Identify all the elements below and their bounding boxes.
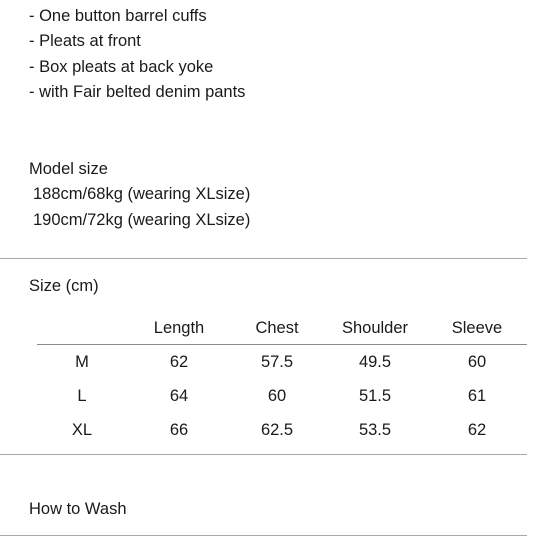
table-row	[37, 413, 527, 447]
table-cell: 61	[467, 386, 487, 405]
size-table-header-row	[37, 312, 527, 345]
size-label-cell: L	[77, 386, 87, 405]
feature-item: - One button barrel cuffs	[29, 7, 207, 25]
size-chart-heading: Size (cm)	[29, 277, 99, 295]
column-header-size	[37, 312, 127, 345]
section-divider	[0, 454, 527, 455]
table-cell: 60	[267, 386, 287, 405]
table-cell: 60	[467, 352, 487, 371]
table-cell: 62.5	[260, 420, 294, 439]
column-header-length: Length	[153, 319, 205, 337]
feature-item: - Pleats at front	[29, 32, 141, 50]
table-cell: 49.5	[358, 352, 392, 371]
how-to-wash-heading: How to Wash	[29, 500, 127, 518]
column-header-chest: Chest	[255, 319, 299, 337]
feature-item: - Box pleats at back yoke	[29, 58, 214, 76]
section-divider	[0, 535, 527, 536]
section-divider	[0, 258, 527, 259]
table-cell: 62	[467, 420, 487, 439]
table-cell: 53.5	[358, 420, 392, 439]
size-label-cell: XL	[71, 420, 93, 439]
feature-item: - with Fair belted denim pants	[29, 83, 246, 101]
model-size-line: 190cm/72kg (wearing XLsize)	[33, 211, 251, 229]
model-size-heading: Model size	[29, 160, 108, 178]
table-row	[37, 379, 527, 413]
column-header-shoulder: Shoulder	[341, 319, 409, 337]
table-cell: 57.5	[260, 352, 294, 371]
table-cell: 62	[169, 352, 189, 371]
table-header-divider	[37, 344, 527, 345]
table-cell: 66	[169, 420, 189, 439]
column-header-sleeve: Sleeve	[451, 319, 503, 337]
table-cell: 64	[169, 386, 189, 405]
model-size-line: 188cm/68kg (wearing XLsize)	[33, 185, 251, 203]
table-row	[37, 345, 527, 379]
table-cell: 51.5	[358, 386, 392, 405]
size-table	[37, 312, 527, 447]
size-label-cell: M	[75, 352, 89, 371]
